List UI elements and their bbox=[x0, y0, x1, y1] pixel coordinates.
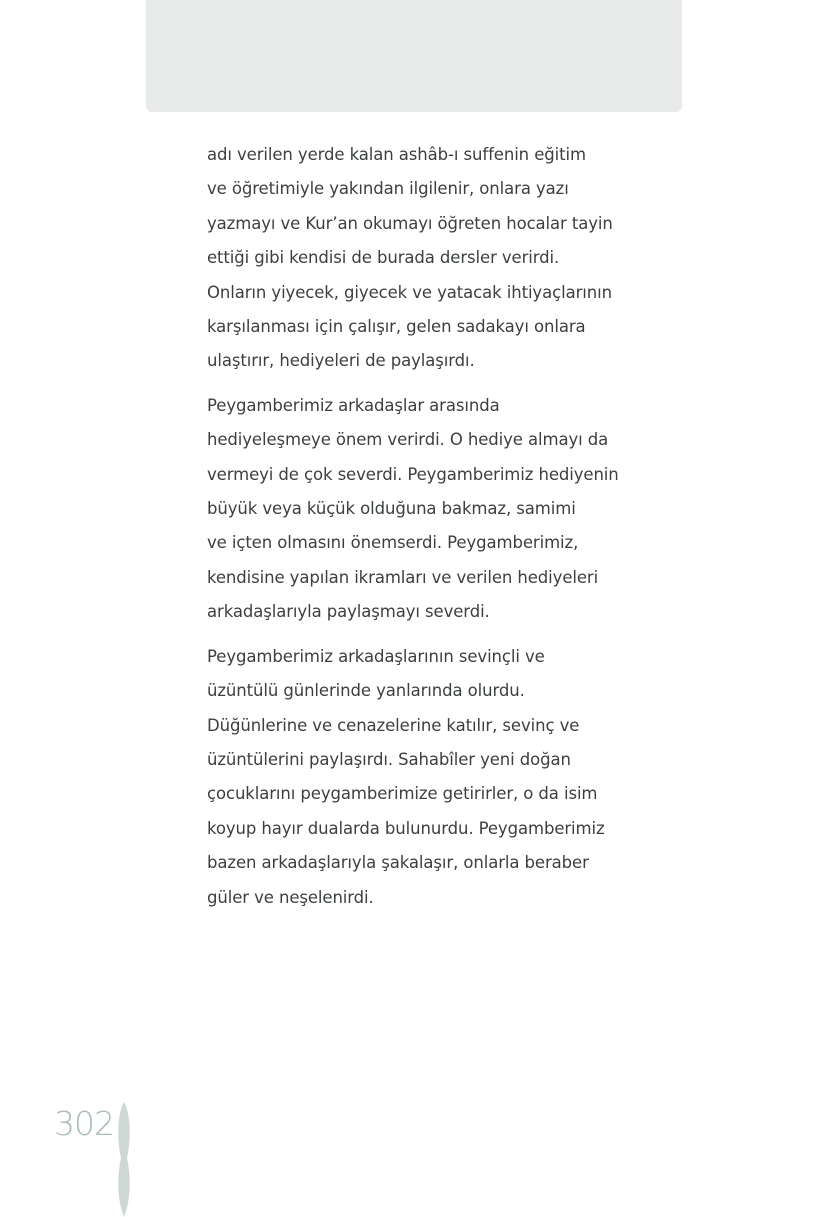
top-banner bbox=[146, 0, 682, 112]
text-line: Düğünlerine ve cenazelerine katılır, sevinç ve bbox=[207, 715, 580, 735]
text-line: üzüntülerini paylaşırdı. Sahabîler yeni doğan bbox=[207, 749, 571, 769]
text-line: yazmayı ve Kur’an okumayı öğreten hocalar tayin bbox=[207, 213, 613, 233]
text-line: adı verilen yerde kalan ashâb-ı suffenin eğitim bbox=[207, 145, 586, 164]
paragraph-2 bbox=[207, 389, 647, 630]
text-line: kendisine yapılan ikramları ve verilen hediyeleri bbox=[207, 567, 599, 587]
text-line: koyup hayır dualarda bulunurdu. Peygamberimiz bbox=[207, 818, 605, 838]
text-line: üzüntülü günlerinde yanlarında olurdu. bbox=[207, 681, 525, 701]
text-line: güler ve neşelenirdi. bbox=[207, 887, 374, 907]
text-line: ve öğretimiyle yakından ilgilenir, onlara yazı bbox=[207, 179, 569, 199]
text-line: karşılanması için çalışır, gelen sadakayı onlara bbox=[207, 317, 586, 337]
text-line: büyük veya küçük olduğuna bakmaz, samimi bbox=[207, 499, 576, 519]
paragraph-3 bbox=[207, 640, 647, 915]
text-line: vermeyi de çok severdi. Peygamberimiz hediyenin bbox=[207, 464, 619, 484]
page-ornament-icon bbox=[113, 1100, 135, 1217]
text-line: Onların yiyecek, giyecek ve yatacak ihtiyaçlarının bbox=[207, 282, 612, 302]
page-number: 302 bbox=[54, 1104, 114, 1143]
text-line: bazen arkadaşlarıyla şakalaşır, onlarla beraber bbox=[207, 853, 589, 873]
text-line: çocuklarını peygamberimize getirirler, o da isim bbox=[207, 784, 598, 804]
body-text bbox=[207, 138, 647, 925]
text-line: Peygamberimiz arkadaşlarının sevinçli ve bbox=[207, 646, 545, 666]
paragraph-1 bbox=[207, 138, 647, 379]
text-line: ve içten olmasını önemserdi. Peygamberimiz, bbox=[207, 533, 579, 553]
text-line: Peygamberimiz arkadaşlar arasında bbox=[207, 395, 500, 415]
text-line: arkadaşlarıyla paylaşmayı severdi. bbox=[207, 602, 490, 622]
text-line: ettiği gibi kendisi de burada dersler verirdi. bbox=[207, 248, 560, 268]
text-line: hediyeleşmeye önem verirdi. O hediye almayı da bbox=[207, 430, 609, 450]
text-line: ulaştırır, hediyeleri de paylaşırdı. bbox=[207, 351, 475, 371]
